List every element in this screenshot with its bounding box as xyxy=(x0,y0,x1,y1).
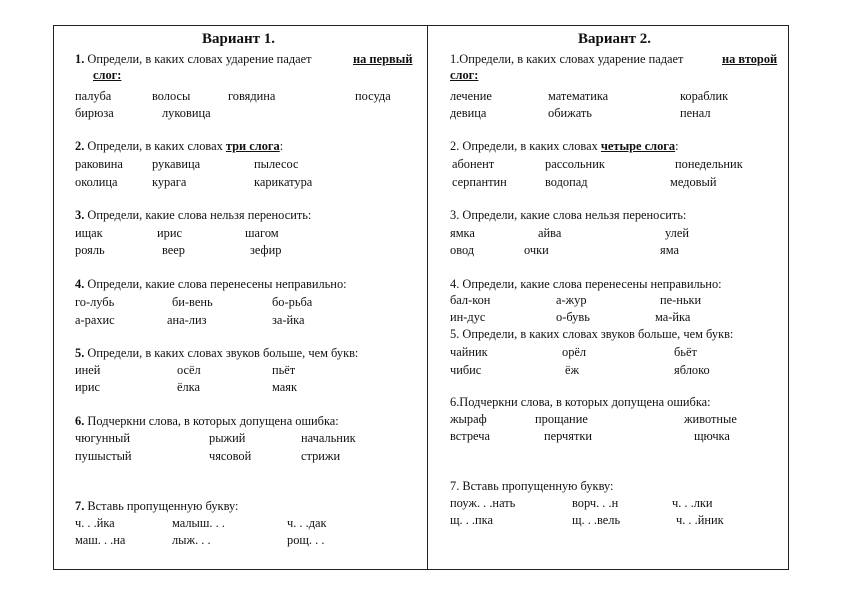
v1-t4-word: го-лубь xyxy=(75,295,115,309)
task-number: 4. xyxy=(450,277,460,291)
task-text: Определи, в каких словах ударение падает xyxy=(459,52,684,66)
v2-t7-word: ч. . .йник xyxy=(676,513,724,527)
column-divider xyxy=(427,25,428,570)
v1-task-4-heading xyxy=(75,277,347,291)
task-number: 6. xyxy=(75,414,85,428)
task-number: 5. xyxy=(450,327,460,341)
task-number: 6. xyxy=(450,395,460,409)
task-number: 1. xyxy=(75,52,85,66)
task-text: Вставь пропущенную букву: xyxy=(462,479,614,493)
v2-t5-word: бьёт xyxy=(674,345,697,359)
v2-t3-word: айва xyxy=(538,226,562,240)
v1-t3-word: зефир xyxy=(250,243,282,257)
v2-t6-word: животные xyxy=(684,412,737,426)
v2-task-1-emph-a: на второй xyxy=(722,52,778,66)
v2-t3-word: улей xyxy=(665,226,689,240)
v1-task-1-emph-a: на первый xyxy=(353,52,413,66)
v2-t3-word: очки xyxy=(524,243,549,257)
v2-t7-word: щ. . .пка xyxy=(450,513,493,527)
v1-t1-word: говядина xyxy=(228,89,276,103)
task-number: 2. xyxy=(75,139,85,153)
task-number: 5. xyxy=(75,346,85,360)
v2-t1-word: кораблик xyxy=(680,89,729,103)
v2-t1-word: пенал xyxy=(680,106,711,120)
task-text: Подчеркни слова, в которых допущена ошибка: xyxy=(459,395,711,409)
task-text: Определи, в каких словах ударение падает xyxy=(87,52,312,66)
v2-t5-word: чайник xyxy=(450,345,488,359)
v2-t6-word: встреча xyxy=(450,429,490,443)
v1-t5-word: ирис xyxy=(75,380,100,394)
v2-t7-word: ч. . .лки xyxy=(672,496,713,510)
v2-task-3-heading xyxy=(450,208,686,222)
v2-task-5-heading xyxy=(450,327,733,341)
v1-task-7-heading xyxy=(75,499,238,513)
v1-t1-word: палуба xyxy=(75,89,112,103)
v1-t1-word: бирюза xyxy=(75,106,114,120)
v1-t4-word: би-вень xyxy=(172,295,213,309)
v2-task-4-heading xyxy=(450,277,722,291)
task-number: 2. xyxy=(450,139,460,153)
v2-task-6-heading xyxy=(450,395,711,409)
v1-task-1-heading xyxy=(75,52,312,66)
v1-t5-word: иней xyxy=(75,363,101,377)
v1-task-6-heading xyxy=(75,414,339,428)
v1-t4-word: а-рахис xyxy=(75,313,115,327)
v1-t3-word: ирис xyxy=(157,226,182,240)
v1-t7-word: лыж. . . xyxy=(172,533,211,547)
v1-t6-word: начальник xyxy=(301,431,356,445)
task-text-end: : xyxy=(279,139,284,153)
task-number: 3. xyxy=(75,208,85,222)
task-emphasis: три слога xyxy=(225,139,280,153)
v1-t3-word: ищак xyxy=(75,226,103,240)
v2-t7-word: щ. . .вель xyxy=(572,513,621,527)
v2-t1-word: математика xyxy=(548,89,609,103)
v1-t1-word: луковица xyxy=(162,106,211,120)
task-emphasis: четыре слога xyxy=(600,139,676,153)
v2-t4-word: ма-йка xyxy=(655,310,691,324)
v1-t6-word: рыжий xyxy=(209,431,246,445)
v2-t1-word: лечение xyxy=(450,89,492,103)
v1-t7-word: ч. . .дак xyxy=(287,516,327,530)
task-text: Вставь пропущенную букву: xyxy=(87,499,239,513)
v1-t3-word: рояль xyxy=(75,243,105,257)
v2-task-7-heading xyxy=(450,479,613,493)
v1-task-1-emph-b: слог: xyxy=(93,68,122,82)
task-text: Определи, в каких словах xyxy=(87,139,226,153)
v2-t4-word: пе-ньки xyxy=(660,293,702,307)
v1-task-2-heading xyxy=(75,139,283,153)
task-number: 1. xyxy=(450,52,460,66)
task-number: 7. xyxy=(450,479,460,493)
variant-1-title: Вариант 1. xyxy=(202,31,276,47)
task-text: Подчеркни слова, в которых допущена ошибка: xyxy=(87,414,339,428)
v2-task-1-emph-b: слог: xyxy=(450,68,479,82)
v1-t7-word: рощ. . . xyxy=(287,533,325,547)
task-text: Определи, какие слова перенесены неправильно: xyxy=(462,277,722,291)
task-text-end: : xyxy=(675,139,679,153)
v2-t4-word: о-бувь xyxy=(556,310,590,324)
v1-t6-word: стрижи xyxy=(301,449,341,463)
v2-t5-word: ёж xyxy=(565,363,580,377)
v1-t2-word: раковина xyxy=(75,157,123,171)
v1-t3-word: веер xyxy=(162,243,185,257)
v2-t2-word: серпантин xyxy=(452,175,507,189)
v2-t2-word: понедельник xyxy=(675,157,743,171)
v2-t5-word: орёл xyxy=(562,345,587,359)
v1-t2-word: курага xyxy=(152,175,187,189)
v2-t2-word: водопад xyxy=(545,175,588,189)
v1-t2-word: околица xyxy=(75,175,118,189)
v2-task-2-heading xyxy=(450,139,679,153)
v1-task-3-heading xyxy=(75,208,311,222)
v2-t6-word: щючка xyxy=(694,429,730,443)
task-text: Определи, в каких словах звуков больше, чем букв: xyxy=(462,327,734,341)
v2-task-1-heading xyxy=(450,52,683,66)
variant-2-title: Вариант 2. xyxy=(578,31,652,47)
task-number: 4. xyxy=(75,277,85,291)
task-text: Определи, какие слова нельзя переносить: xyxy=(462,208,687,222)
task-number: 3. xyxy=(450,208,460,222)
v2-t4-word: а-жур xyxy=(556,293,587,307)
v1-t1-word: посуда xyxy=(355,89,391,103)
v2-t2-word: рассольник xyxy=(545,157,605,171)
v1-t7-word: ч. . .йка xyxy=(75,516,115,530)
v1-t6-word: чюгунный xyxy=(75,431,130,445)
v2-t1-word: обижать xyxy=(548,106,592,120)
v1-t1-word: волосы xyxy=(152,89,191,103)
v1-t6-word: пушыстый xyxy=(75,449,132,463)
v2-t3-word: овод xyxy=(450,243,475,257)
v2-t5-word: чибис xyxy=(450,363,482,377)
v1-t7-word: маш. . .на xyxy=(75,533,126,547)
v2-t2-word: медовый xyxy=(670,175,717,189)
v1-t6-word: чясовой xyxy=(209,449,252,463)
v1-t2-word: рукавица xyxy=(152,157,201,171)
v2-t2-word: абонент xyxy=(452,157,495,171)
v2-t6-word: жыраф xyxy=(450,412,487,426)
v1-t4-word: бо-рьба xyxy=(272,295,313,309)
v2-t1-word: девица xyxy=(450,106,487,120)
v1-t4-word: за-йка xyxy=(272,313,305,327)
task-text: Определи, в каких словах звуков больше, чем букв: xyxy=(87,346,359,360)
v1-t7-word: малыш. . . xyxy=(172,516,225,530)
v1-t3-word: шагом xyxy=(245,226,279,240)
task-text: Определи, какие слова нельзя переносить: xyxy=(87,208,312,222)
v2-t7-word: поуж. . .нать xyxy=(450,496,516,510)
v1-t5-word: маяк xyxy=(272,380,297,394)
task-text: Определи, в каких словах xyxy=(462,139,601,153)
v1-t5-word: пьёт xyxy=(272,363,296,377)
v1-task-5-heading xyxy=(75,346,358,360)
task-text: Определи, какие слова перенесены неправильно: xyxy=(87,277,347,291)
v1-t4-word: ана-лиз xyxy=(167,313,207,327)
v2-t3-word: яма xyxy=(660,243,679,257)
v2-t4-word: бал-кон xyxy=(450,293,491,307)
task-number: 7. xyxy=(75,499,85,513)
v1-t2-word: карикатура xyxy=(254,175,313,189)
v1-t5-word: осёл xyxy=(177,363,201,377)
v1-t5-word: ёлка xyxy=(177,380,201,394)
v2-t4-word: ин-дус xyxy=(450,310,486,324)
v2-t5-word: яблоко xyxy=(674,363,710,377)
v2-t3-word: ямка xyxy=(450,226,475,240)
v1-t2-word: пылесос xyxy=(254,157,299,171)
v2-t6-word: прощание xyxy=(535,412,588,426)
v2-t7-word: ворч. . .н xyxy=(572,496,619,510)
v2-t6-word: перчятки xyxy=(544,429,593,443)
